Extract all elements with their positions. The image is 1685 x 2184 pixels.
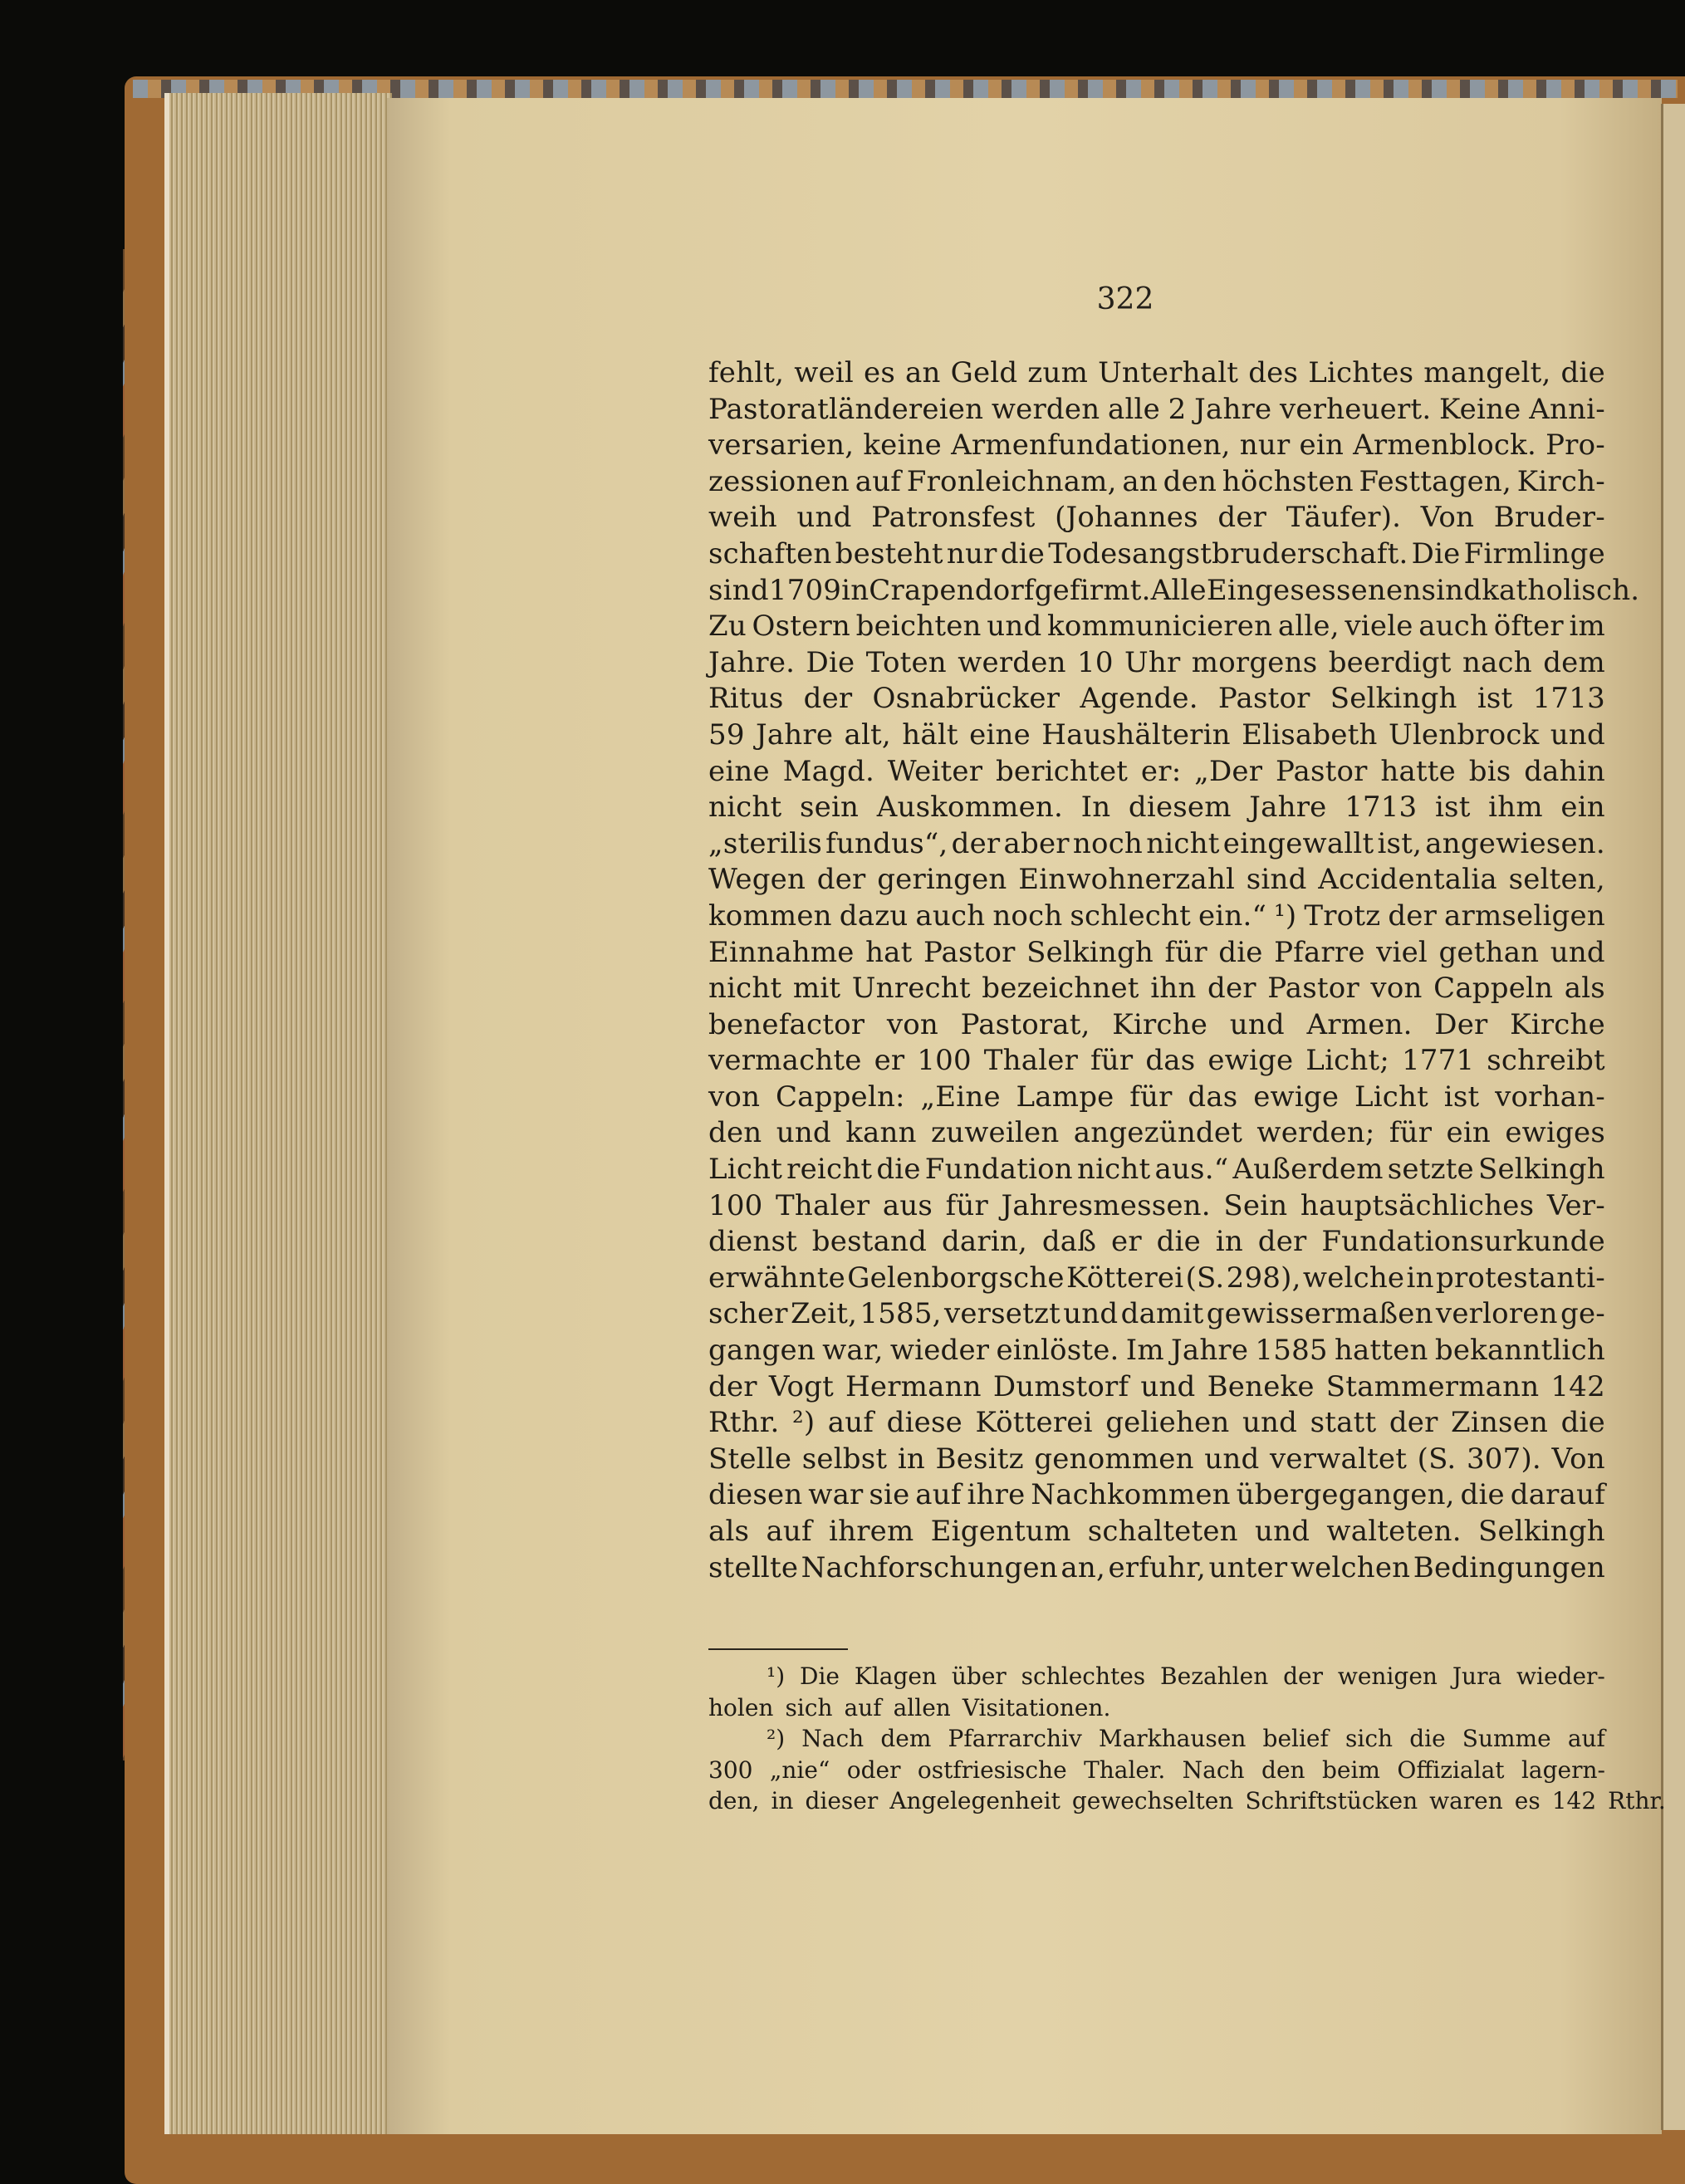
text-line: Rthr. ²) auf diese Kötterei geliehen und statt der Zinsen die [708,1406,1605,1440]
text-line: weih und Patronsfest (Johannes der Täufer). Von Bruder- [708,501,1605,535]
text-line: sind 1709 in Crapendorf gefirmt. Alle Eingesessenen sind katholisch. [708,573,1640,607]
text-line: stellte Nachforschungen an, erfuhr, unter welchen Bedingungen [708,1550,1605,1584]
text-line: Licht reicht die Fundation nicht aus.“ Außerdem setzte Selkingh [708,1153,1605,1187]
text-line: eine Magd. Weiter berichtet er: „Der Pastor hatte bis dahin [708,754,1605,788]
page-number: 322 [1096,282,1154,316]
text-line: Einnahme hat Pastor Selkingh für die Pfarre viel gethan und [708,935,1605,969]
text-line: dienst bestand darin, daß er die in der Fundationsurkunde [708,1225,1605,1259]
text-line: nicht mit Unrecht bezeichnet ihn der Pastor von Cappeln als [708,972,1605,1006]
text-line: scher Zeit, 1585, versetzt und damit gewissermaßen verloren ge- [708,1297,1605,1331]
text-line: als auf ihrem Eigentum schalteten und walteten. Selkingh [708,1515,1605,1548]
text-line: Stelle selbst in Besitz genommen und verwaltet (S. 307). Von [708,1442,1605,1476]
text-line: „sterilis fundus“, der aber noch nicht eingewallt ist, angewiesen. [708,826,1605,860]
footnotes [708,1661,1666,1817]
text-line: erwähnte Gelenborgsche Kötterei (S. 298), welche in protestanti- [708,1261,1605,1295]
facing-page-edge [1661,104,1685,2130]
text-line: diesen war sie auf ihre Nachkommen übergegangen, die darauf [708,1478,1605,1512]
footnote-line: den, in dieser Angelegenheit gewechselten Schriftstücken waren es 142 Rthr. [708,1787,1666,1814]
text-line: Zu Ostern beichten und kommunicieren alle, viele auch öfter im [708,610,1605,644]
text-line: gangen war, wieder einlöste. Im Jahre 1585 hatten bekanntlich [708,1334,1605,1368]
text-line: versarien, keine Armenfundationen, nur ein Armenblock. Pro- [708,428,1605,463]
footnote-line: holen sich auf allen Visitationen. [708,1693,1111,1721]
text-line: den und kann zuweilen angezündet werden; für ein ewiges [708,1116,1605,1150]
text-line: zessionen auf Fronleichnam, an den höchsten Festtagen, Kirch- [708,464,1605,498]
text-line: fehlt, weil es an Geld zum Unterhalt des Lichtes mangelt, die [708,356,1605,389]
text-line: der Vogt Hermann Dumstorf und Beneke Stammermann 142 [708,1369,1605,1403]
text-line: benefactor von Pastorat, Kirche und Armen. Der Kirche [708,1007,1605,1041]
footnote-rule [708,1648,848,1650]
footnote-line: 300 „nie“ oder ostfriesische Thaler. Nach den beim Offizialat lagern- [708,1756,1605,1784]
text-line: Ritus der Osnabrücker Agende. Pastor Selkingh ist 1713 [708,682,1605,716]
text-line: von Cappeln: „Eine Lampe für das ewige Licht ist vorhan- [708,1080,1605,1114]
text-line: Jahre. Die Toten werden 10 Uhr morgens beerdigt nach dem [708,645,1605,679]
text-line: vermachte er 100 Thaler für das ewige Licht; 1771 schreibt [708,1044,1605,1078]
footnote-line: ²) Nach dem Pfarrarchiv Markhausen belief sich die Summe auf [767,1725,1605,1752]
text-line: kommen dazu auch noch schlecht ein.“ ¹) Trotz der armseligen [708,899,1605,933]
body-text [708,355,1640,1586]
text-line: 100 Thaler aus für Jahresmessen. Sein hauptsächliches Ver- [708,1188,1605,1222]
text-line: nicht sein Auskommen. In diesem Jahre 1713 ist ihm ein [708,791,1605,825]
page-block-edge [164,93,392,2134]
footnote-line: ¹) Die Klagen über schlechtes Bezahlen der wenigen Jura wieder- [767,1662,1605,1690]
text-line: Pastoratländereien werden alle 2 Jahre verheuert. Keine Anni- [708,392,1605,426]
text-line: Wegen der geringen Einwohnerzahl sind Accidentalia selten, [708,863,1605,897]
text-line: schaften besteht nur die Todesangstbruderschaft. Die Firmlinge [708,536,1605,570]
text-line: 59 Jahre alt, hält eine Haushälterin Elisabeth Ulenbrock und [708,717,1605,752]
